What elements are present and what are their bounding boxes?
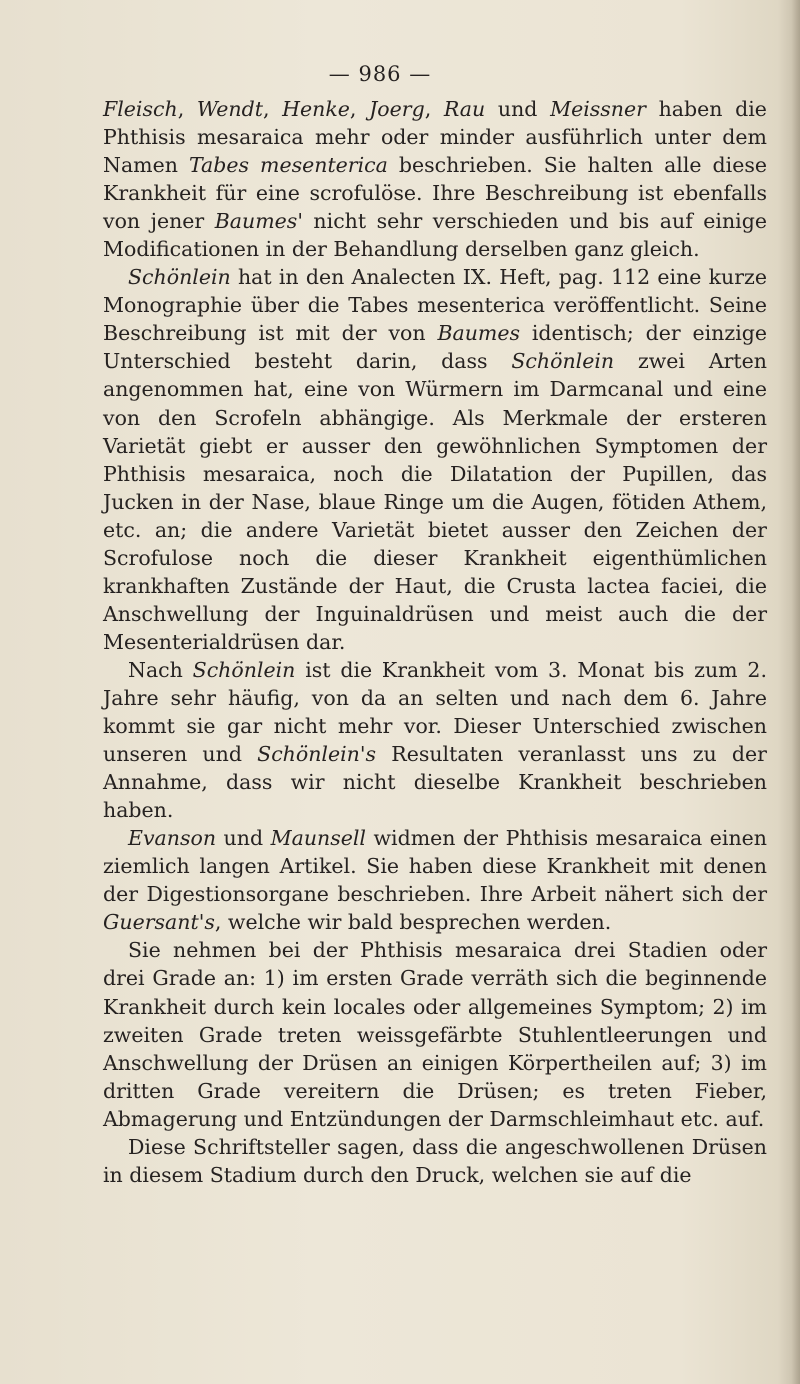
italic-name: Schönlein (192, 657, 296, 682)
text-run: , (424, 97, 444, 121)
text-run: ' nicht sehr verschieden und bis auf einige Modificationen in der Behandlung derselben ganz gleich. (103, 209, 767, 262)
italic-name: Maunsell (270, 826, 366, 851)
paragraph (103, 95, 767, 263)
text-run: ist die Krankheit vom 3. Monat bis zum 2. Jahre sehr häufig, von da an selten und nach dem 6. Jahre kommt sie gar nicht mehr vor. Dieser Unterschied zwischen unseren und (103, 657, 767, 767)
text-run: und (216, 826, 271, 851)
italic-name: Meissner (550, 97, 646, 121)
italic-name: Wendt (196, 97, 263, 121)
paragraph (103, 656, 767, 824)
text-run: Resultaten veranlasst uns zu der Annahme, dass wir nicht dieselbe Krankheit beschrieben haben. (103, 742, 767, 823)
italic-name: Joerg (369, 97, 425, 121)
paragraph (103, 824, 767, 936)
text-run: beschrieben. Sie halten alle diese Krankheit für eine scrofulöse. Ihre Beschreibung ist ebenfalls von jener (103, 153, 768, 234)
text-run: hat in den Analecten IX. Heft, pag. 112 eine kurze Monographie über die Tabes mesenterica veröffentlicht. Seine Beschreibung ist mit der von (103, 265, 767, 346)
paragraph (103, 263, 767, 656)
text-run: , (177, 97, 197, 121)
text-run: haben die Phthisis mesaraica mehr oder minder ausführlich unter dem Namen (103, 97, 767, 178)
text-run: Sie nehmen bei der Phthisis mesaraica drei Stadien oder drei Grade an: 1) im ersten Grade verräth sich die beginnende Krankheit durch kein locales oder allgemeines Symptom; 2) im zweiten Grade treten weissgefärbte Stuhlentleerungen und Anschwellung der Drüsen an einigen Körpertheilen auf; 3) im dritten Grade vereitern die Drüsen; es treten Fieber, Abmagerung und Entzündungen der Darmschleimhaut etc. auf. (103, 938, 767, 1131)
italic-name: Baumes (437, 321, 521, 346)
text-run: zwei Arten angenommen hat, eine von Würmern im Darmcanal und eine von den Scrofeln abhängige. Als Merkmale der ersteren Varietät giebt er ausser den gewöhnlichen Symptomen der Phthisis mesaraica, noch die Dilatation der Pupillen, das Jucken in der Nase, blaue Ringe um die Augen, fötiden Athem, etc. an; die andere Varietät bietet ausser den Zeichen der Scrofulose noch die dieser Krankheit eigenthümlichen krankhaften Zustände der Haut, die Crusta lactea faciei, die Anschwellung der Inguinaldrüsen und meist auch die der Mesenterialdrüsen dar. (103, 349, 768, 654)
paragraph (103, 1133, 767, 1189)
italic-name: Evanson (128, 826, 217, 851)
text-run: widmen der Phthisis mesaraica einen ziemlich langen Artikel. Sie haben diese Krankheit mit denen der Digestionsorgane beschrieben. Ihre Arbeit nähert sich der (103, 826, 768, 907)
text-run: , (262, 97, 283, 121)
text-run: identisch; der einzige Unterschied besteht darin, dass (103, 321, 767, 374)
italic-name: Schönlein (511, 349, 615, 374)
paragraph (103, 936, 767, 1132)
italic-name: Fleisch (103, 97, 178, 121)
italic-name: Baumes (214, 209, 298, 234)
italic-name: Henke (282, 97, 350, 121)
italic-name: Schönlein (128, 265, 231, 290)
page-number: — 986 — (328, 62, 432, 86)
italic-name: Tabes mesenterica (188, 153, 388, 178)
italic-name: Rau (443, 97, 486, 121)
text-run: , welche wir bald besprechen werden. (214, 910, 612, 935)
italic-name: Schönlein's (257, 742, 377, 767)
text-run: Nach (128, 657, 193, 682)
text-run: , (349, 97, 370, 121)
body-text (103, 95, 767, 1189)
italic-name: Guersant's (103, 910, 215, 935)
text-run: Diese Schriftsteller sagen, dass die angeschwollenen Drüsen in diesem Stadium durch den Druck, welchen sie auf die (103, 1134, 767, 1187)
text-run: und (485, 97, 551, 121)
page-edge-shadow (778, 0, 800, 1384)
